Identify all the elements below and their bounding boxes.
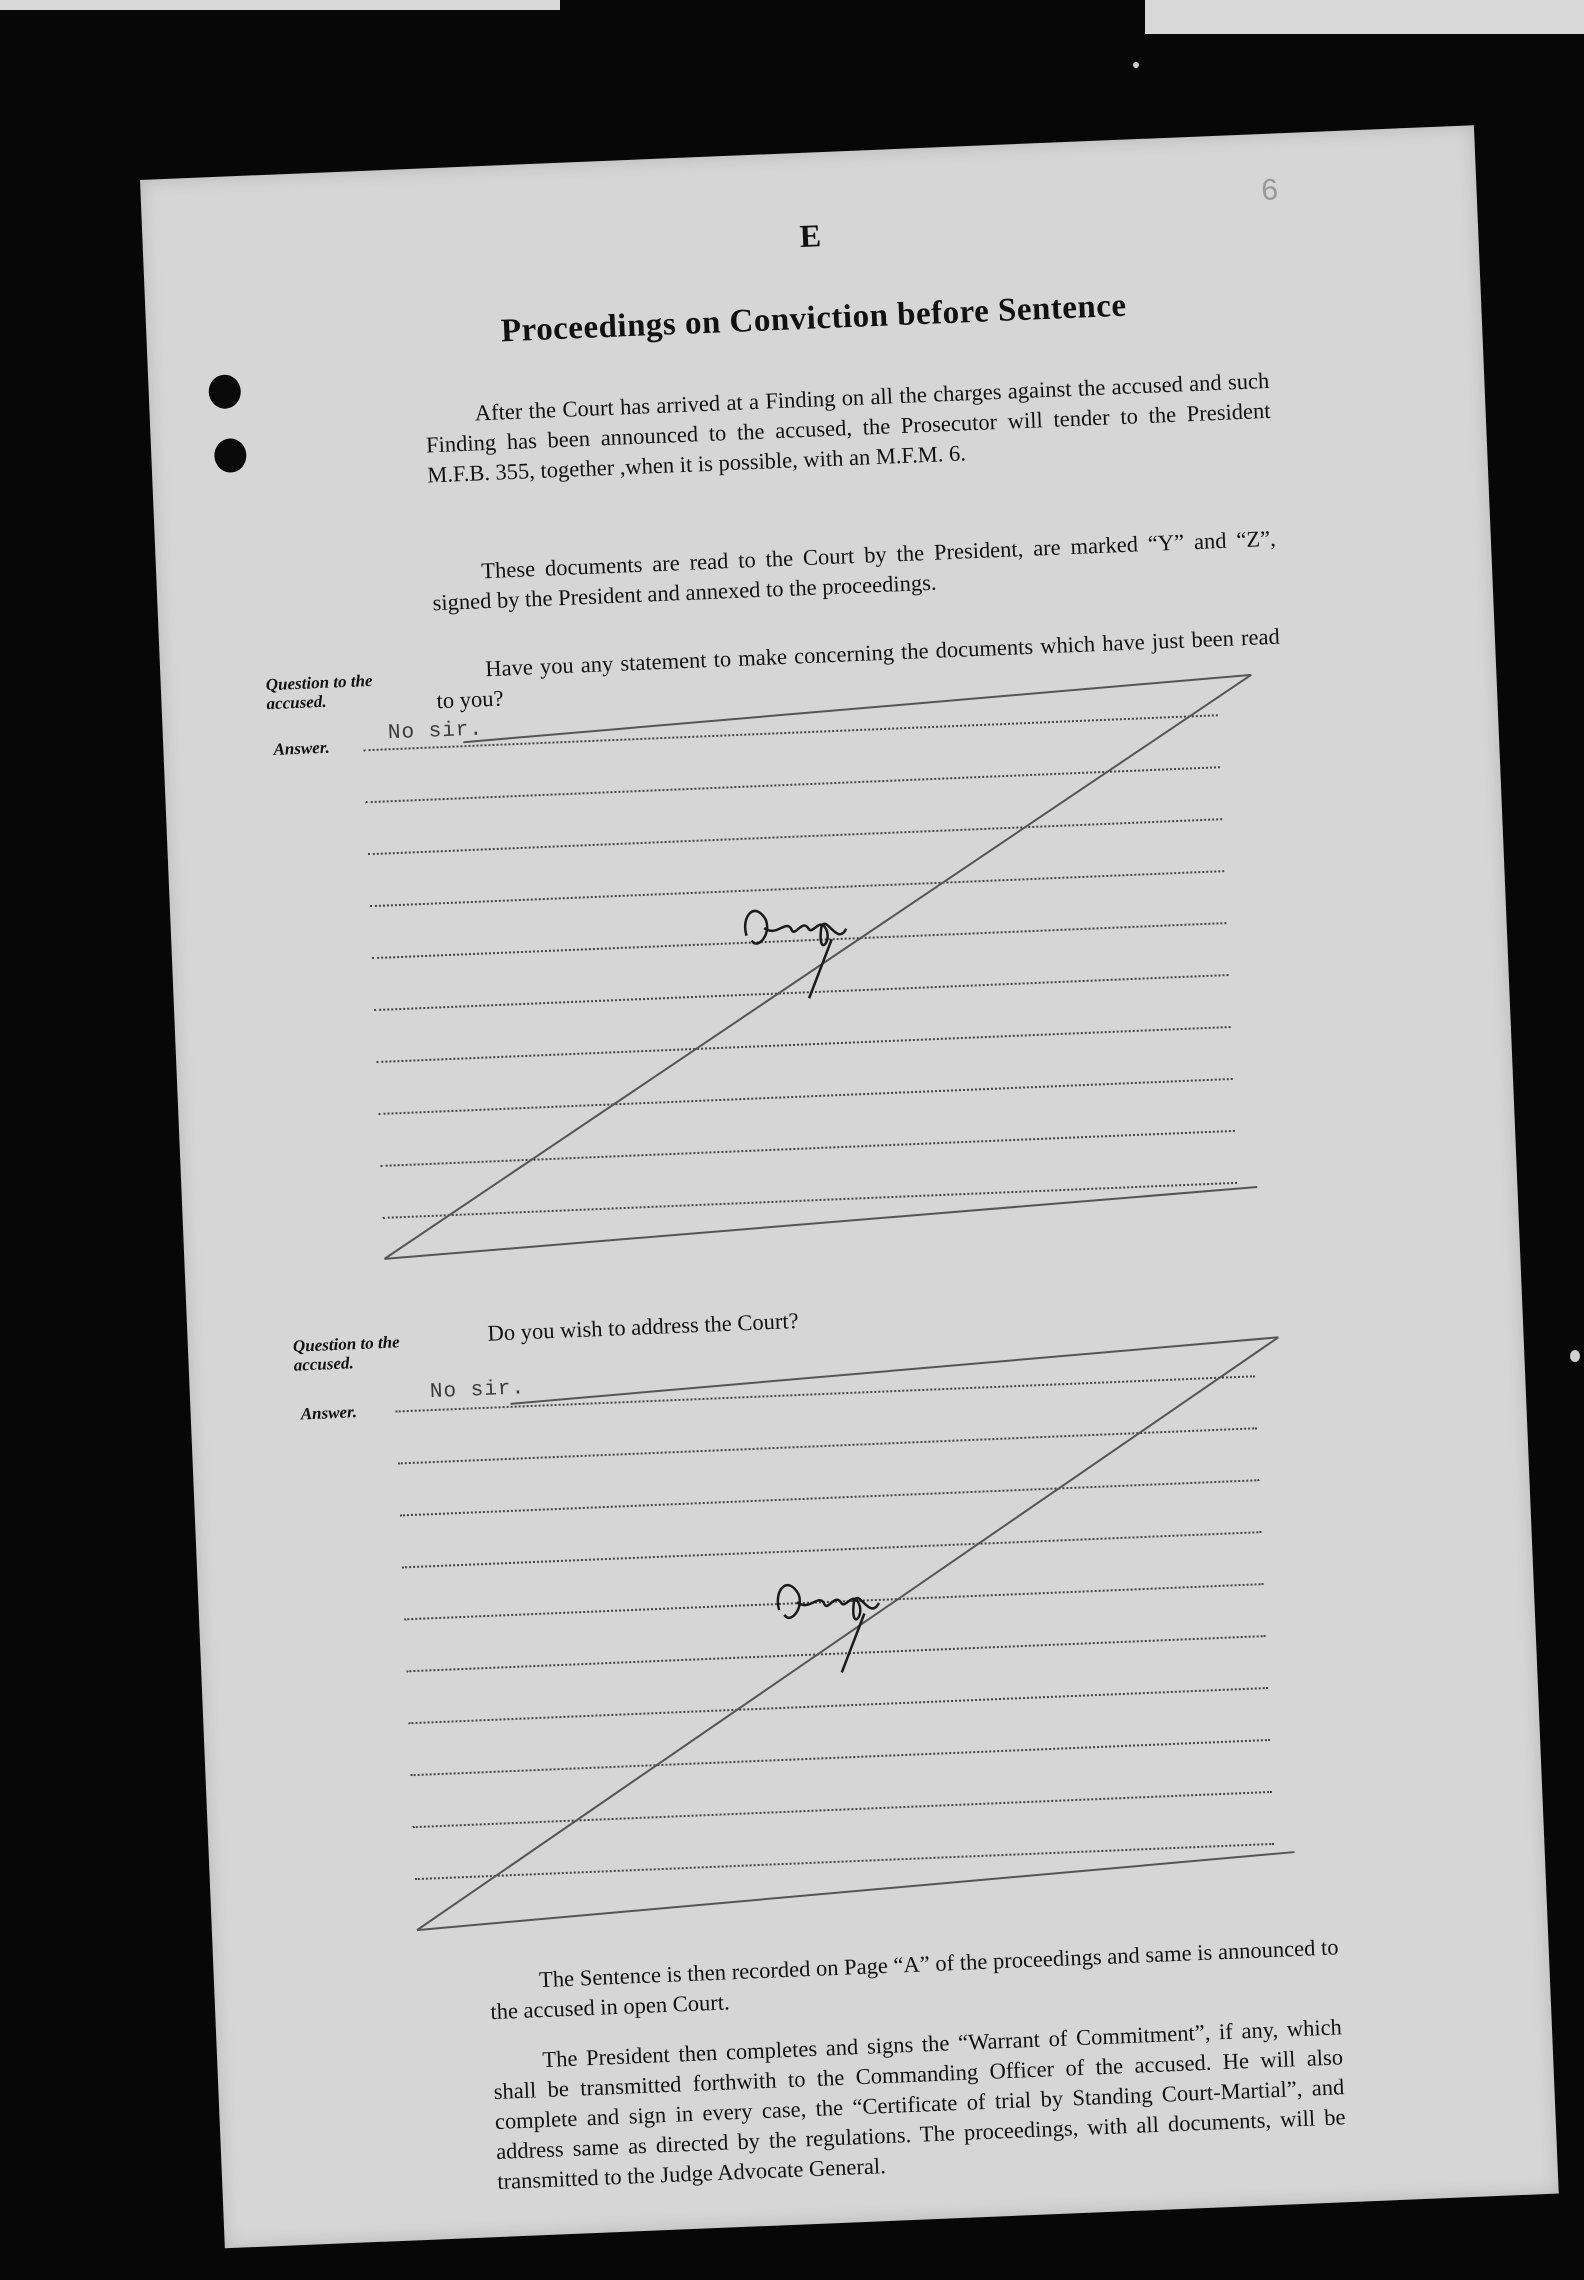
question-2-text: Do you wish to address the Court? [487, 1307, 800, 1346]
answer-1-label: Answer. [273, 737, 331, 759]
dust-speck [1570, 1350, 1580, 1362]
answer-2-lines [140, 125, 1474, 180]
documents-paragraph: These documents are read to the Court by the President, are marked “Y” and “Z”, signed by the President and annexed to the proceedings. [432, 525, 1277, 616]
punch-hole [208, 374, 241, 409]
page-number: 6 [1260, 173, 1279, 208]
question-1-margin-label: Question to the accused. [265, 670, 373, 714]
sentence-paragraph: The Sentence is then recorded on Page “A” of the proceedings and same is announced to the accused in open Court. [489, 1934, 1339, 2025]
section-letter: E [798, 217, 822, 254]
answer-2-typed: No sir. [429, 1377, 526, 1405]
dust-speck [1133, 62, 1139, 68]
intro-paragraph: After the Court has arrived at a Finding on all the charges against the accused and such Finding has been announced to the accused, the Prosecutor will tender to the President M.F.B. 355, together ,when it is possible, with an M.F.M. 6. [425, 367, 1271, 488]
punch-hole [214, 438, 247, 473]
initials-signature-2 [767, 1559, 922, 1685]
film-scrap-top [0, 0, 560, 10]
page-title: Proceedings on Conviction before Sentence [500, 287, 1128, 350]
warrant-paragraph: The President then completes and signs the “Warrant of Commitment”, if any, which shall be transmitted forthwith to the Commanding Officer of the accused. He will also complete and sign in every case, the “Certificate of trial by Standing Court-Martial”, and address same as directed by the regulations. The proceedings, with all documents, will be transmitted to the Judge Advocate General. [493, 2014, 1346, 2195]
answer-1-typed: No sir. [387, 718, 484, 746]
document-page [140, 125, 1559, 2248]
question-1-text: Have you any statement to make concerning the documents which have just been read to you? [436, 623, 1281, 714]
answer-1-lines [140, 125, 1474, 180]
answer-2-label: Answer. [300, 1402, 358, 1424]
initials-signature-1 [735, 885, 890, 1011]
question-2-margin-label: Question to the accused. [292, 1332, 400, 1375]
film-scrap-right [1145, 0, 1584, 34]
